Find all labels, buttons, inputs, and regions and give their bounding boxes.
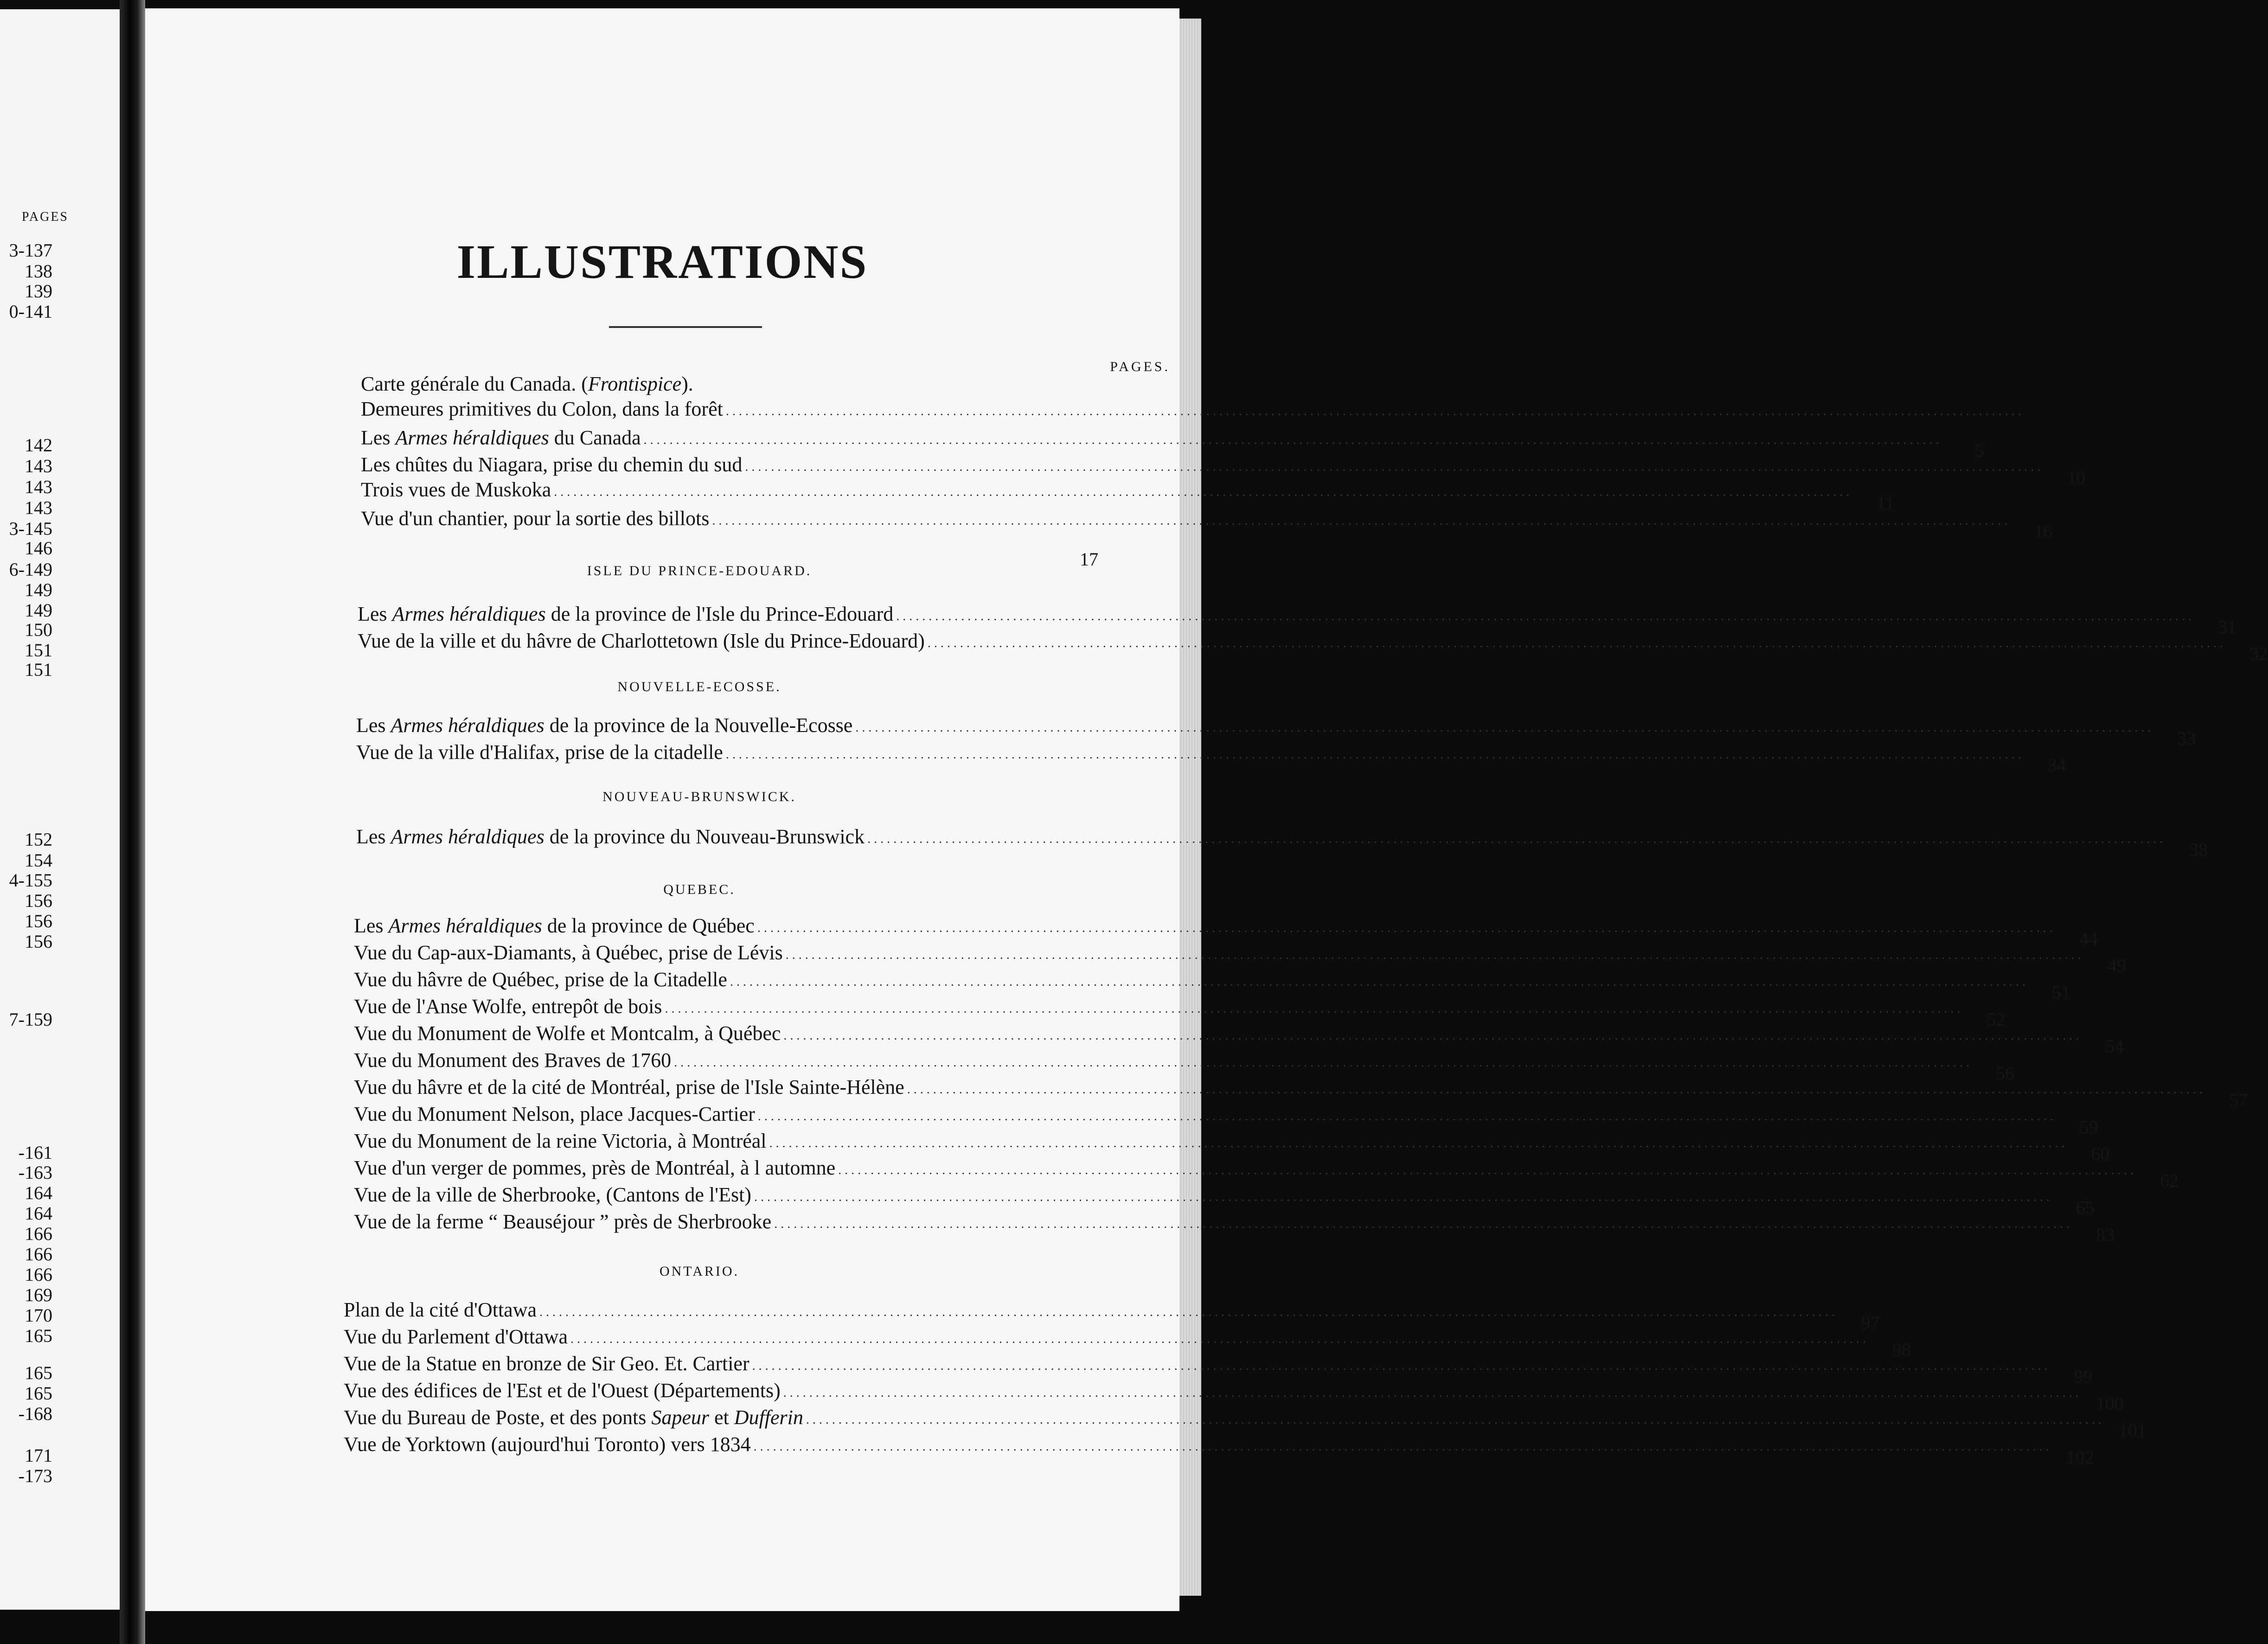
- toc-entry: [356, 819, 2208, 860]
- toc-entry-page: 101: [2118, 1420, 2146, 1441]
- dot-leader: ........................................................................................................................................................................................................: [838, 1163, 2137, 1177]
- pages-column-label-text: PAGES.: [1110, 359, 1170, 374]
- text-run: Les: [356, 825, 391, 848]
- dot-leader: ........................................................................................................................................................................................................: [785, 948, 2084, 962]
- left-page-number: 154: [25, 850, 52, 871]
- left-page-number: 4-155: [9, 870, 52, 891]
- toc-entry-page: 31: [2218, 616, 2237, 637]
- toc-entry-page: 11: [1876, 492, 1895, 513]
- toc-entry: [358, 597, 2237, 637]
- toc-entry: [354, 908, 2098, 949]
- left-page-number: 151: [25, 659, 52, 680]
- text-run: Vue du hâvre de Québec, prise de la Citadelle: [354, 968, 727, 991]
- left-page-number: 165: [25, 1362, 52, 1383]
- toc-entry-page: 32: [2249, 643, 2268, 664]
- text-run: ).: [681, 372, 693, 396]
- toc-entry: [354, 1097, 2098, 1137]
- page-title: ILLUSTRATIONS: [456, 235, 868, 289]
- text-run: Vue du Bureau de Poste, et des ponts: [344, 1406, 652, 1429]
- dot-leader: ........................................................................................................................................................................................................: [539, 1305, 1839, 1319]
- toc-entry-page: 17: [1080, 549, 1098, 570]
- toc-entry: [356, 735, 2066, 776]
- toc-entry-page: 100: [2095, 1393, 2124, 1414]
- left-page-number: 149: [25, 600, 52, 621]
- toc-entry-page: 56: [1996, 1063, 2015, 1084]
- text-run: Vue du Monument Nelson, place Jacques-Cartier: [354, 1103, 755, 1126]
- toc-entry-title: [354, 968, 727, 992]
- toc-entry: [354, 1177, 2095, 1218]
- italic-text: Frontispice: [588, 372, 682, 396]
- left-page-number: 7-159: [9, 1009, 52, 1030]
- text-run: Vue de Yorktown (aujourd'hui Toronto) vers 1834: [344, 1433, 751, 1456]
- left-page-number: 169: [25, 1284, 52, 1305]
- toc-entry-page: 5: [1974, 440, 1984, 461]
- toc-entry: [361, 392, 2025, 421]
- text-run: Les: [354, 914, 389, 938]
- dot-leader: ........................................................................................................................................................................................................: [907, 1082, 2206, 1097]
- toc-entry-title: [356, 825, 865, 849]
- text-run: Vue d'un verger de pommes, près de Montréal, à l automne: [354, 1156, 836, 1180]
- book-gutter: [120, 0, 145, 1644]
- dot-leader: ........................................................................................................................................................................................................: [752, 1359, 2051, 1373]
- dot-leader: ........................................................................................................................................................................................................: [783, 1386, 2082, 1400]
- left-page-number: 143: [25, 476, 52, 497]
- text-run: Vue de la Statue en bronze de Sir Geo. Et. Cartier: [344, 1352, 750, 1375]
- toc-entry-page: 33: [2177, 728, 2196, 749]
- left-facing-page: [0, 9, 120, 1610]
- left-page-number: 171: [25, 1445, 52, 1466]
- italic-text: Armes héraldiques: [392, 603, 546, 626]
- text-run: Vue du Monument de Wolfe et Montcalm, à Québec: [354, 1022, 781, 1045]
- toc-entry: [354, 962, 2070, 1003]
- left-page-number: 170: [25, 1305, 52, 1326]
- toc-entry-page: 62: [2160, 1170, 2179, 1191]
- left-page-number: -168: [18, 1403, 52, 1424]
- toc-entry-title: [344, 1352, 750, 1376]
- toc-entry-title: [354, 1076, 904, 1099]
- toc-entry-title: [354, 1103, 755, 1126]
- dot-leader: ........................................................................................................................................................................................................: [730, 975, 2029, 989]
- dot-leader: ........................................................................................................................................................................................................: [753, 1439, 2052, 1454]
- text-run: Vue du Monument de la reine Victoria, à Montréal: [354, 1130, 767, 1153]
- left-page-header: PAGES: [21, 210, 69, 224]
- text-run: de la province du Nouveau-Brunswick: [544, 825, 865, 848]
- toc-entry-title: [361, 507, 709, 531]
- dot-leader: ........................................................................................................................................................................................................: [554, 485, 1853, 499]
- left-page-number: 166: [25, 1244, 52, 1265]
- dot-leader: ........................................................................................................................................................................................................: [783, 1028, 2082, 1043]
- toc-entry-page: 16: [2034, 521, 2053, 542]
- left-page-number: 146: [25, 538, 52, 559]
- left-page-number: 3-145: [9, 518, 52, 539]
- toc-entry: [344, 1292, 1880, 1333]
- italic-text: Armes héraldiques: [388, 914, 542, 938]
- toc-entry-page: 102: [2066, 1447, 2094, 1468]
- toc-entry-title: [354, 1049, 671, 1072]
- dot-leader: ........................................................................................................................................................................................................: [674, 1055, 1973, 1070]
- italic-text: Armes héraldiques: [395, 426, 549, 450]
- left-page-number: 152: [25, 829, 52, 850]
- left-page-number: 3-137: [9, 240, 52, 261]
- dot-leader: ........................................................................................................................................................................................................: [774, 1217, 2073, 1231]
- toc-entry-page: 97: [1861, 1312, 1880, 1333]
- dot-leader: ........................................................................................................................................................................................................: [757, 921, 2056, 935]
- text-run: Les: [356, 714, 391, 737]
- toc-entry-title: [354, 1210, 771, 1234]
- toc-entry-title: [354, 941, 783, 965]
- text-run: de la province de Québec: [542, 914, 755, 938]
- left-page-number: 164: [25, 1182, 52, 1203]
- text-run: Vue de la ville de Sherbrooke, (Cantons de l'Est): [354, 1183, 751, 1207]
- toc-entry-title: [361, 426, 641, 450]
- left-page-number: 149: [25, 579, 52, 600]
- dot-leader: ........................................................................................................................................................................................................: [806, 1413, 2105, 1427]
- toc-entry-page: 99: [2074, 1366, 2093, 1387]
- left-page-number: -173: [18, 1465, 52, 1486]
- dot-leader: ........................................................................................................................................................................................................: [757, 1109, 2057, 1124]
- left-page-number: 165: [25, 1383, 52, 1404]
- toc-entry-page: 83: [2096, 1224, 2115, 1245]
- text-run: Les: [358, 603, 392, 626]
- text-run: Vue du Monument des Braves de 1760: [354, 1049, 672, 1072]
- left-page-number: 166: [25, 1264, 52, 1285]
- left-page-number: 164: [25, 1203, 52, 1224]
- text-run: de la province de la Nouvelle-Ecosse: [544, 714, 853, 737]
- toc-entry-title: [344, 1433, 751, 1457]
- text-run: Vue du hâvre et de la cité de Montréal, prise de l'Isle Sainte-Hélène: [354, 1076, 904, 1099]
- table-of-illustrations: [145, 8, 2268, 1611]
- toc-entry-title: [344, 1406, 803, 1430]
- text-run: du Canada: [549, 426, 641, 450]
- toc-entry-title: [358, 603, 893, 626]
- toc-entry-page: 51: [2051, 982, 2070, 1003]
- toc-entry-page: 34: [2047, 755, 2066, 776]
- toc-entry-title: [356, 741, 723, 764]
- text-run: Vue du Cap-aux-Diamants, à Québec, prise de Lévis: [354, 941, 783, 964]
- toc-entry: [344, 1427, 2094, 1468]
- toc-entry-page: 57: [2229, 1090, 2248, 1111]
- dot-leader: ........................................................................................................................................................................................................: [754, 1190, 2053, 1204]
- toc-entry-title: [354, 995, 662, 1019]
- left-page-number: 6-149: [9, 559, 52, 580]
- toc-entry: [361, 420, 1984, 461]
- text-run: Les: [361, 426, 396, 450]
- left-page-number: 143: [25, 497, 52, 518]
- toc-entry-page: 10: [2067, 467, 2086, 488]
- section-heading: ISLE DU PRINCE-EDOUARD.: [587, 563, 812, 578]
- left-page-number: 165: [25, 1325, 52, 1346]
- dot-leader: ........................................................................................................................................................................................................: [725, 747, 2025, 762]
- left-page-number: 139: [25, 281, 52, 302]
- dot-leader: ........................................................................................................................................................................................................: [570, 1332, 1870, 1346]
- dot-leader: ........................................................................................................................................................................................................: [665, 1002, 1964, 1016]
- toc-entry-page: 44: [2079, 928, 2098, 949]
- text-run: Demeures primitives du Colon, dans la forêt: [361, 398, 723, 421]
- toc-entry-title: [361, 398, 723, 421]
- toc-entry-page: 65: [2076, 1197, 2095, 1218]
- section-heading: ONTARIO.: [659, 1264, 740, 1279]
- toc-entry-page: 38: [2189, 839, 2208, 860]
- dot-leader: ........................................................................................................................................................................................................: [855, 720, 2154, 735]
- dot-leader: ........................................................................................................................................................................................................: [745, 460, 2044, 474]
- text-run: Vue des édifices de l'Est et de l'Ouest (Départements): [344, 1379, 781, 1402]
- dot-leader: ........................................................................................................................................................................................................: [712, 514, 2011, 528]
- toc-entry-title: [354, 1156, 835, 1180]
- italic-text: Armes héraldiques: [391, 825, 545, 848]
- toc-entry-page: 52: [1986, 1009, 2005, 1030]
- dot-leader: ........................................................................................................................................................................................................: [643, 433, 1942, 447]
- text-run: Vue du Parlement d'Ottawa: [344, 1325, 568, 1349]
- section-heading: QUEBEC.: [663, 882, 736, 897]
- toc-entry-page: 49: [2107, 955, 2126, 976]
- left-page-number: 166: [25, 1223, 52, 1244]
- dot-leader: ........................................................................................................................................................................................................: [725, 404, 2025, 418]
- left-page-number: -163: [18, 1162, 52, 1183]
- text-run: Vue d'un chantier, pour la sortie des billots: [361, 507, 710, 530]
- toc-entry-page: 54: [2105, 1036, 2124, 1057]
- left-page-number: 151: [25, 640, 52, 661]
- toc-entry: [354, 1043, 2015, 1084]
- left-page-number: 143: [25, 456, 52, 476]
- toc-entry-page: 60: [2091, 1143, 2110, 1164]
- toc-entry-title: [356, 714, 852, 738]
- text-run: et: [709, 1406, 734, 1429]
- left-page-number: 156: [25, 911, 52, 931]
- text-run: Plan de la cité d'Ottawa: [344, 1298, 537, 1322]
- left-page-number: -161: [18, 1142, 52, 1163]
- toc-entry: [354, 989, 2005, 1030]
- dot-leader: ........................................................................................................................................................................................................: [867, 832, 2166, 846]
- text-run: Vue de l'Anse Wolfe, entrepôt de bois: [354, 995, 662, 1018]
- left-page-number: 150: [25, 619, 52, 640]
- toc-entry-page: 59: [2079, 1117, 2098, 1137]
- dot-leader: ........................................................................................................................................................................................................: [896, 609, 2195, 623]
- text-run: Carte générale du Canada. (: [361, 372, 588, 396]
- toc-entry-title: [361, 478, 551, 502]
- toc-entry-title: [354, 1130, 767, 1153]
- left-page-number: 156: [25, 931, 52, 952]
- text-run: Les chûtes du Niagara, prise du chemin du sud: [361, 453, 743, 476]
- left-page-number: 0-141: [9, 301, 52, 322]
- toc-entry: [361, 472, 1895, 513]
- text-run: Vue de la ville d'Halifax, prise de la citadelle: [356, 741, 723, 764]
- toc-entry: [356, 708, 2196, 749]
- text-run: Vue de la ferme “ Beauséjour ” près de Sherbrooke: [354, 1210, 772, 1233]
- italic-text: Sapeur: [651, 1406, 710, 1429]
- dot-leader: ........................................................................................................................................................................................................: [769, 1136, 2068, 1150]
- toc-entry-page: 98: [1892, 1339, 1911, 1360]
- toc-entry-title: [354, 1022, 781, 1046]
- left-page-number: 156: [25, 890, 52, 911]
- toc-entry: [361, 529, 1098, 570]
- section-heading: NOUVEAU-BRUNSWICK.: [602, 789, 796, 804]
- toc-entry-title: [354, 1183, 751, 1207]
- text-run: Vue de la ville et du hâvre de Charlottetown (Isle du Prince-Edouard): [358, 629, 925, 653]
- main-page: [145, 8, 2268, 1611]
- toc-entry-title: [344, 1298, 537, 1322]
- toc-entry-title: [354, 914, 755, 938]
- text-run: Trois vues de Muskoka: [361, 478, 551, 501]
- left-page-number: 142: [25, 435, 52, 456]
- left-page-number: 138: [25, 261, 52, 282]
- text-run: de la province de l'Isle du Prince-Edouard: [545, 603, 894, 626]
- toc-entry-title: [344, 1379, 781, 1403]
- section-heading: NOUVELLE-ECOSSE.: [617, 679, 782, 694]
- toc-entry-title: [358, 629, 925, 653]
- italic-text: Dufferin: [734, 1406, 803, 1429]
- dot-leader: ........................................................................................................................................................................................................: [927, 636, 2226, 650]
- toc-entry-title: [344, 1325, 568, 1349]
- italic-text: Armes héraldiques: [391, 714, 545, 737]
